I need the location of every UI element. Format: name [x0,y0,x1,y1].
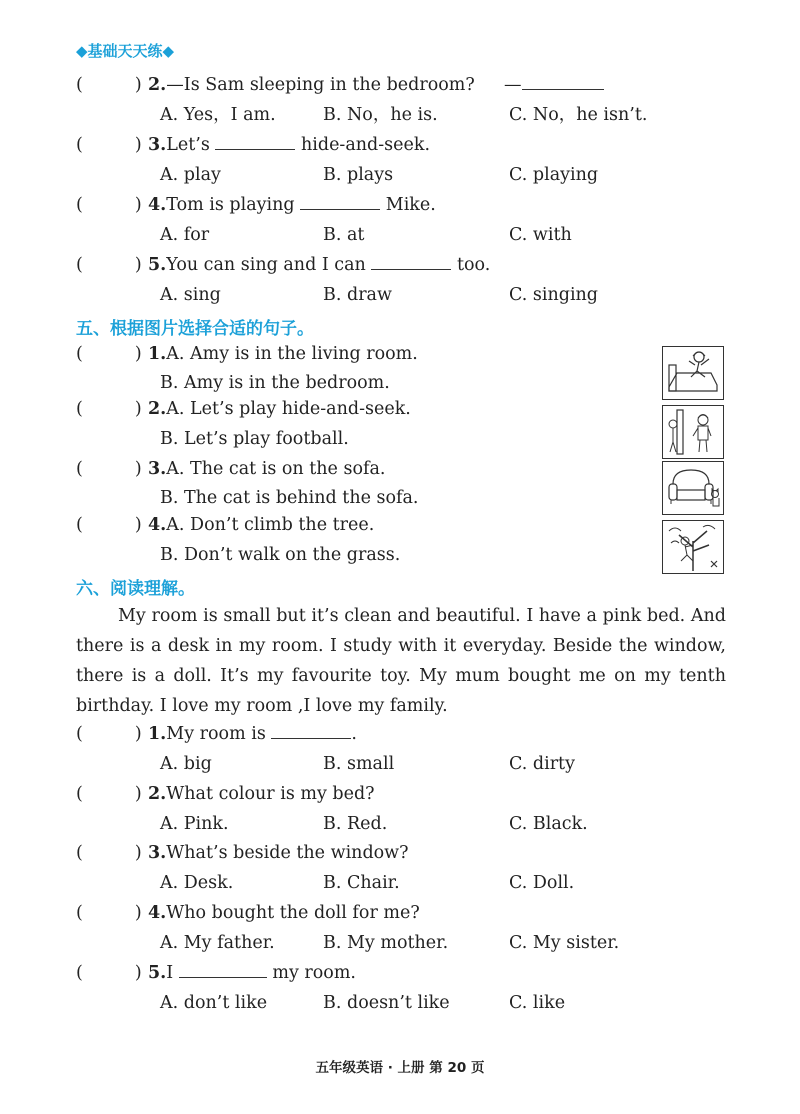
question-row: ( ) 4.Tom is playing Mike. [76,195,436,215]
fill-blank[interactable] [271,723,351,739]
fill-blank[interactable] [179,962,267,978]
question-row: ( ) 2.What colour is my bed? [76,784,375,804]
option-c[interactable]: C. like [509,993,566,1013]
option-c[interactable]: C. with [509,225,572,245]
question-row: ( ) 5.I my room. [76,963,356,983]
fill-blank[interactable] [215,134,295,150]
girl-on-bed-picture [662,346,724,400]
option-b[interactable]: B. Amy is in the bedroom. [160,373,390,393]
answer-paren[interactable]: ( ) [76,255,142,275]
question-row: ( ) 3.Let’s hide-and-seek. [76,135,431,155]
option-a[interactable]: A. for [160,225,210,245]
answer-paren[interactable]: ( ) [76,195,142,215]
option-c[interactable]: C. playing [509,165,599,185]
option-b[interactable]: B. Red. [323,814,388,834]
picture-question-row: ( ) 4.A. Don’t climb the tree. [76,515,375,535]
boy-climbing-tree-picture [662,520,724,574]
answer-paren[interactable]: ( ) [76,459,142,479]
option-b[interactable]: B. Let’s play football. [160,429,349,449]
option-a[interactable]: A. don’t like [160,993,268,1013]
option-c[interactable]: C. dirty [509,754,575,774]
option-b[interactable]: B. small [323,754,395,774]
cat-and-sofa-picture [662,461,724,515]
answer-paren[interactable]: ( ) [76,135,142,155]
option-a[interactable]: A. My father. [160,933,275,953]
answer-paren[interactable]: ( ) [76,399,142,419]
option-c[interactable]: C. No，he isn’t. [509,105,648,125]
answer-paren[interactable]: ( ) [76,515,142,535]
section-six-title: 六、阅读理解。 [76,579,195,599]
picture-question-row: ( ) 3.A. The cat is on the sofa. [76,459,386,479]
option-b[interactable]: B. at [323,225,365,245]
option-c[interactable]: C. Doll. [509,873,575,893]
option-b[interactable]: B. draw [323,285,392,305]
option-a[interactable]: A. play [160,165,221,185]
option-a[interactable]: A. big [160,754,212,774]
option-b[interactable]: B. The cat is behind the sofa. [160,488,419,508]
picture-question-row: ( ) 1.A. Amy is in the living room. [76,344,418,364]
answer-paren[interactable]: ( ) [76,75,142,95]
answer-paren[interactable]: ( ) [76,344,142,364]
option-a[interactable]: A. Yes，I am. [160,105,276,125]
option-b[interactable]: B. No，he is. [323,105,438,125]
option-b[interactable]: B. plays [323,165,394,185]
question-row: ( ) 4.Who bought the doll for me? [76,903,420,923]
page-footer: 五年级英语 · 上册 第 20 页 [315,1060,485,1076]
kids-hide-and-seek-picture [662,405,724,459]
fill-blank[interactable] [300,194,380,210]
question-row: ( ) 5.You can sing and I can too. [76,255,491,275]
question-row: ( ) 3.What’s beside the window? [76,843,409,863]
reading-passage: My room is small but it’s clean and beautiful. I have a pink bed. And there is a desk in my room. I study with it everyday. Beside the window, there is a doll. It’s my favourite toy. My mum bought me on my tenth birthday. I love my room ,I love my family. [76,606,726,716]
answer-paren[interactable]: ( ) [76,903,142,923]
question-row: ( ) 2.—Is Sam sleeping in the bedroom? [76,75,475,95]
option-b[interactable]: B. doesn’t like [323,993,450,1013]
answer-paren[interactable]: ( ) [76,963,142,983]
picture-question-row: ( ) 2.A. Let’s play hide-and-seek. [76,399,411,419]
option-c[interactable]: C. My sister. [509,933,620,953]
answer-paren[interactable]: ( ) [76,724,142,744]
section-five-title: 五、根据图片选择合适的句子。 [76,319,314,339]
header-tag: ◆基础天天练◆ [76,42,175,60]
fill-blank[interactable] [371,254,451,270]
option-c[interactable]: C. Black. [509,814,588,834]
option-c[interactable]: C. singing [509,285,599,305]
answer-paren[interactable]: ( ) [76,784,142,804]
option-b[interactable]: B. Chair. [323,873,400,893]
answer-dash-blank[interactable]: — [504,74,604,96]
option-b[interactable]: B. My mother. [323,933,449,953]
option-a[interactable]: A. Desk. [160,873,234,893]
answer-paren[interactable]: ( ) [76,843,142,863]
question-row: ( ) 1.My room is . [76,724,357,744]
option-a[interactable]: A. sing [160,285,221,305]
option-b[interactable]: B. Don’t walk on the grass. [160,545,401,565]
question-text: —Is Sam sleeping in the bedroom? [166,75,475,95]
option-a[interactable]: A. Pink. [160,814,229,834]
